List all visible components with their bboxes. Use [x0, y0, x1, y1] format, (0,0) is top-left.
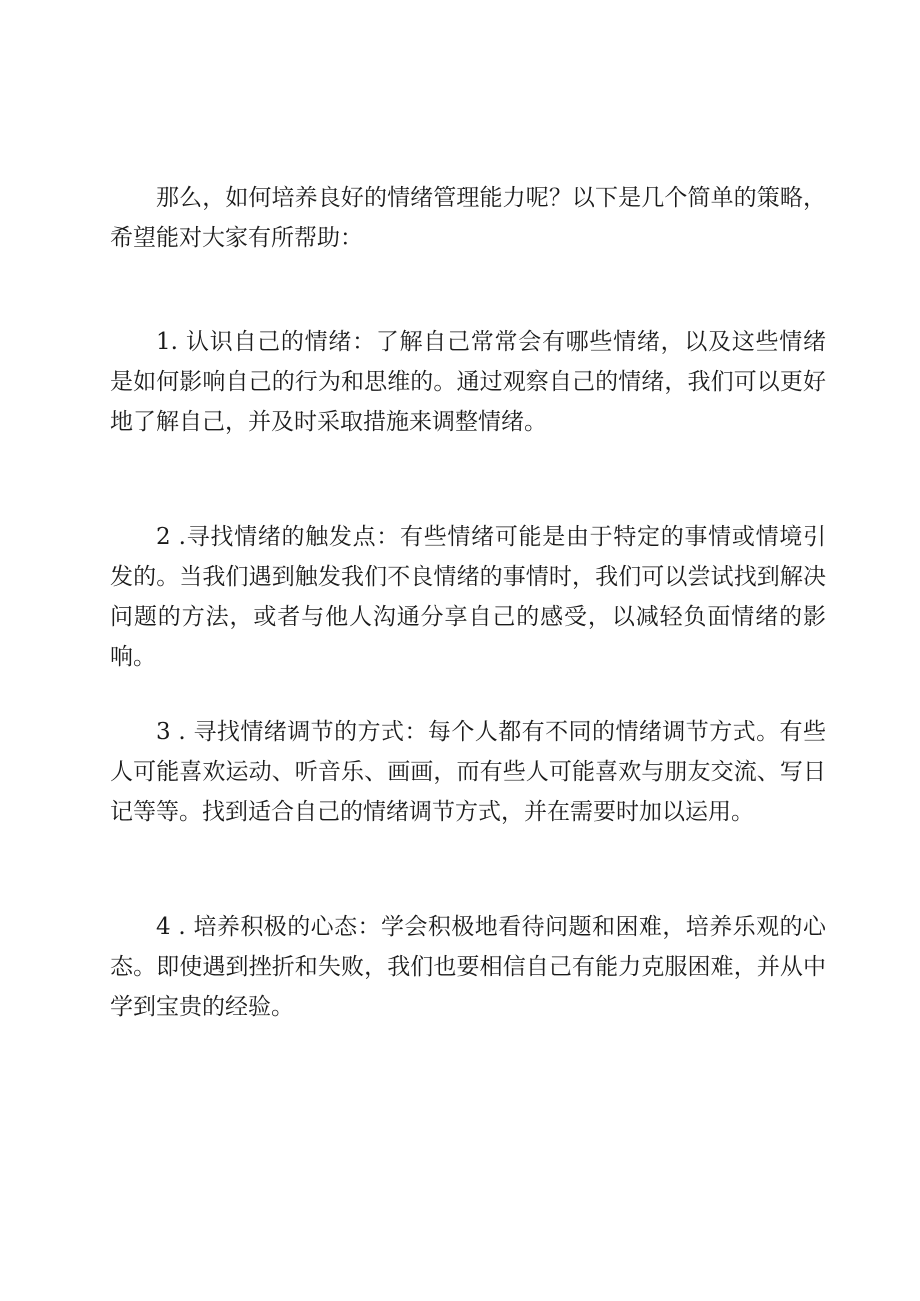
strategy-paragraph-3: 3 . 寻找情绪调节的方式：每个人都有不同的情绪调节方式。有些人可能喜欢运动、听音乐、画画，而有些人可能喜欢与朋友交流、写日记等等。找到适合自己的情绪调节方式，并在需要时加以运用。	[110, 719, 826, 825]
strategy-paragraph-2: 2 .寻找情绪的触发点：有些情绪可能是由于特定的事情或情境引发的。当我们遇到触发我们不良情绪的事情时，我们可以尝试找到解决问题的方法，或者与他人沟通分享自己的感受，以减轻负面情绪的影响。	[110, 524, 826, 670]
strategy-paragraph-4: 4 . 培养积极的心态：学会积极地看待问题和困难，培养乐观的心态。即使遇到挫折和失败，我们也要相信自己有能力克服困难，并从中学到宝贵的经验。	[110, 914, 826, 1020]
strategy-paragraph-1: 1. 认识自己的情绪：了解自己常常会有哪些情绪，以及这些情绪是如何影响自己的行为和思维的。通过观察自己的情绪，我们可以更好地了解自己，并及时采取措施来调整情绪。	[110, 329, 826, 435]
intro-paragraph: 那么，如何培养良好的情绪管理能力呢？以下是几个简单的策略，希望能对大家有所帮助：	[110, 185, 826, 251]
